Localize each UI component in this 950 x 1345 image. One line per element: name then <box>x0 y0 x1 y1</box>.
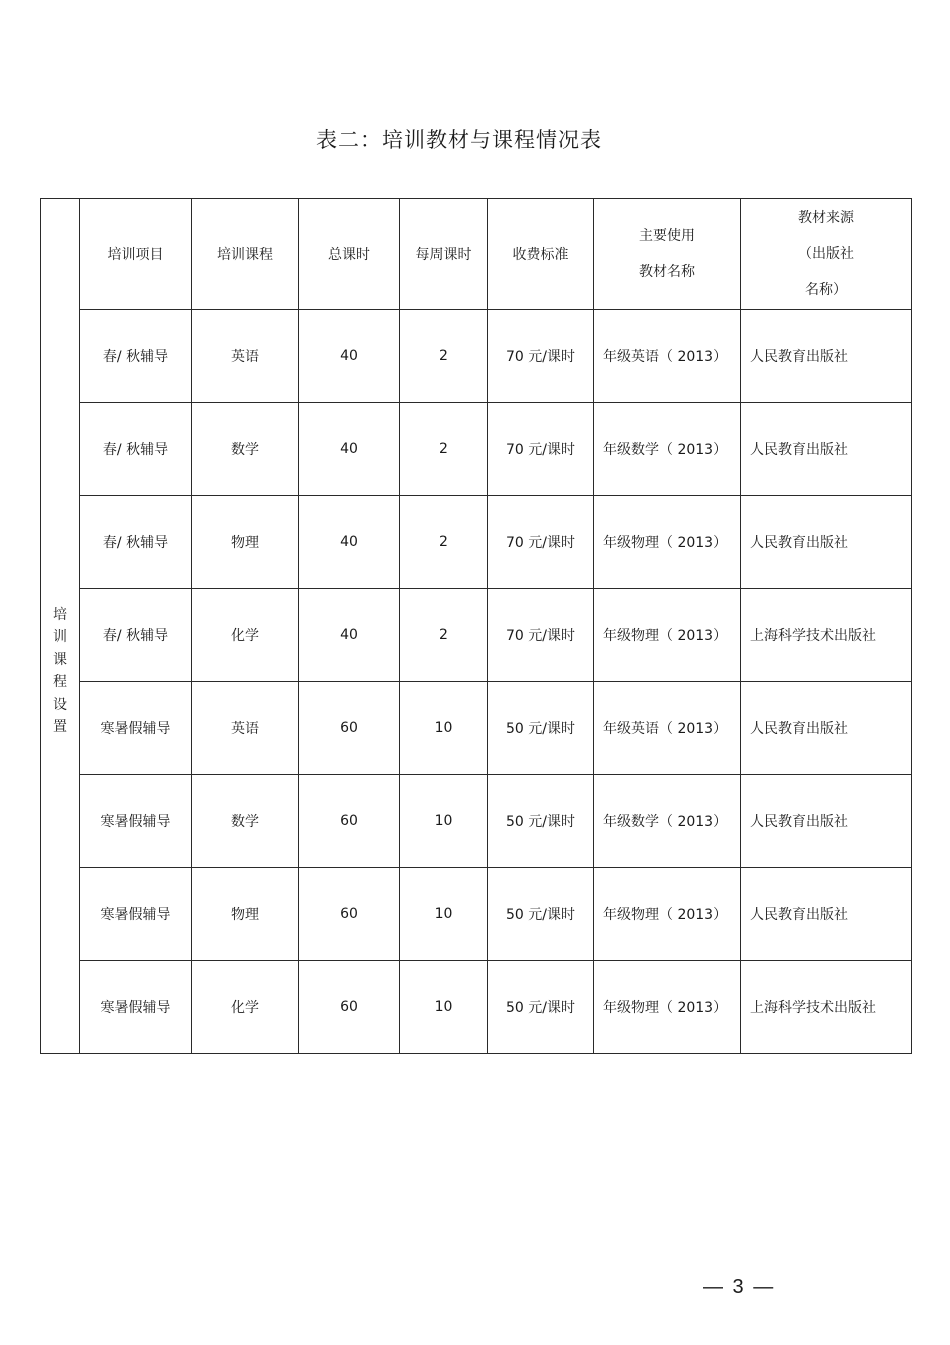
header-source-line3: 名称） <box>805 282 847 298</box>
header-row <box>41 199 912 310</box>
cell-course: 英语 <box>192 682 299 775</box>
cell-fee: 50 元/课时 <box>488 961 594 1054</box>
cell-fee: 50 元/课时 <box>488 868 594 961</box>
cell-total-hours: 40 <box>299 310 400 403</box>
cell-project: 寒暑假辅导 <box>80 961 192 1054</box>
header-weekly-hours: 每周课时 <box>400 199 488 310</box>
cell-publisher: 人民教育出版社 <box>741 868 912 961</box>
table-row <box>41 310 912 403</box>
header-total-hours: 总课时 <box>299 199 400 310</box>
page-title: 表二：培训教材与课程情况表 <box>316 128 602 152</box>
page-number: — 3 — <box>703 1276 776 1298</box>
cell-weekly-hours: 10 <box>400 961 488 1054</box>
cell-textbook: 年级物理（ 2013） <box>594 589 741 682</box>
cell-course: 英语 <box>192 310 299 403</box>
cell-fee: 70 元/课时 <box>488 589 594 682</box>
header-project: 培训项目 <box>80 199 192 310</box>
cell-textbook: 年级英语（ 2013） <box>594 310 741 403</box>
cell-project: 寒暑假辅导 <box>80 868 192 961</box>
cell-course: 物理 <box>192 496 299 589</box>
cell-course: 数学 <box>192 403 299 496</box>
cell-publisher: 人民教育出版社 <box>741 775 912 868</box>
cell-textbook: 年级英语（ 2013） <box>594 682 741 775</box>
cell-weekly-hours: 2 <box>400 589 488 682</box>
cell-publisher: 人民教育出版社 <box>741 682 912 775</box>
side-label-cell <box>41 199 80 1054</box>
table-row <box>41 403 912 496</box>
cell-project: 春/ 秋辅导 <box>80 310 192 403</box>
cell-fee: 70 元/课时 <box>488 403 594 496</box>
cell-total-hours: 40 <box>299 496 400 589</box>
header-fee: 收费标准 <box>488 199 594 310</box>
table-row <box>41 496 912 589</box>
table-row <box>41 775 912 868</box>
cell-course: 数学 <box>192 775 299 868</box>
table-row <box>41 589 912 682</box>
cell-course: 化学 <box>192 589 299 682</box>
cell-project: 春/ 秋辅导 <box>80 589 192 682</box>
cell-project: 寒暑假辅导 <box>80 682 192 775</box>
cell-total-hours: 40 <box>299 589 400 682</box>
cell-total-hours: 60 <box>299 682 400 775</box>
cell-project: 寒暑假辅导 <box>80 775 192 868</box>
cell-total-hours: 60 <box>299 775 400 868</box>
header-source-line2: （出版社 <box>798 246 854 262</box>
header-textbook <box>594 199 741 310</box>
table-row <box>41 868 912 961</box>
header-source <box>741 199 912 310</box>
table-row <box>41 682 912 775</box>
course-table <box>40 198 912 1054</box>
cell-publisher: 人民教育出版社 <box>741 310 912 403</box>
header-textbook-line1: 主要使用 <box>639 228 695 244</box>
cell-fee: 50 元/课时 <box>488 775 594 868</box>
cell-textbook: 年级数学（ 2013） <box>594 403 741 496</box>
cell-project: 春/ 秋辅导 <box>80 496 192 589</box>
cell-weekly-hours: 10 <box>400 682 488 775</box>
cell-textbook: 年级数学（ 2013） <box>594 775 741 868</box>
cell-total-hours: 60 <box>299 961 400 1054</box>
cell-fee: 50 元/课时 <box>488 682 594 775</box>
cell-total-hours: 60 <box>299 868 400 961</box>
side-label: 培训课程设置 <box>53 606 67 735</box>
cell-publisher: 上海科学技术出版社 <box>741 589 912 682</box>
cell-course: 物理 <box>192 868 299 961</box>
cell-textbook: 年级物理（ 2013） <box>594 961 741 1054</box>
header-textbook-line2: 教材名称 <box>639 264 695 280</box>
cell-weekly-hours: 10 <box>400 775 488 868</box>
cell-publisher: 人民教育出版社 <box>741 496 912 589</box>
cell-textbook: 年级物理（ 2013） <box>594 868 741 961</box>
cell-fee: 70 元/课时 <box>488 496 594 589</box>
cell-project: 春/ 秋辅导 <box>80 403 192 496</box>
cell-weekly-hours: 2 <box>400 310 488 403</box>
table-row <box>41 961 912 1054</box>
cell-publisher: 人民教育出版社 <box>741 403 912 496</box>
cell-fee: 70 元/课时 <box>488 310 594 403</box>
cell-weekly-hours: 2 <box>400 496 488 589</box>
header-source-line1: 教材来源 <box>798 210 854 226</box>
cell-course: 化学 <box>192 961 299 1054</box>
header-course: 培训课程 <box>192 199 299 310</box>
cell-weekly-hours: 2 <box>400 403 488 496</box>
cell-total-hours: 40 <box>299 403 400 496</box>
cell-textbook: 年级物理（ 2013） <box>594 496 741 589</box>
cell-publisher: 上海科学技术出版社 <box>741 961 912 1054</box>
cell-weekly-hours: 10 <box>400 868 488 961</box>
